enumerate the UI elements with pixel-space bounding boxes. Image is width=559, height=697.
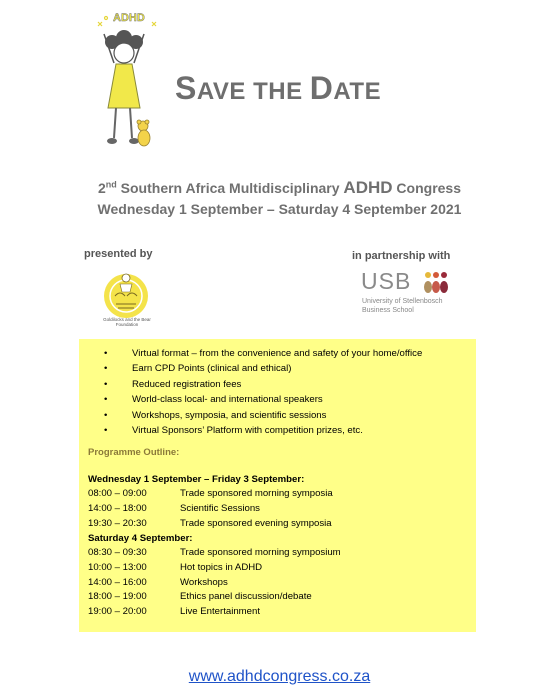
usb-mark: USB <box>361 268 412 294</box>
usb-line2: Business School <box>362 307 414 314</box>
girl-legs <box>114 108 132 138</box>
feature-text: Workshops, symposia, and scientific sessions <box>132 409 327 421</box>
teddy-bear-icon <box>137 120 150 146</box>
feature-text: Earn CPD Points (clinical and ethical) <box>132 363 292 375</box>
usb-line1: University of Stellenbosch <box>362 298 443 305</box>
yellow-dress <box>108 64 140 108</box>
foundation-name: Goldilocks and the Bear Foundation <box>103 317 151 327</box>
schedule-time: 19:00 – 20:00 <box>88 606 147 618</box>
schedule-event: Workshops <box>180 576 228 588</box>
schedule-event: Live Entertainment <box>180 606 260 618</box>
shoe <box>129 138 139 144</box>
congress-title <box>0 178 559 198</box>
feature-list <box>104 346 422 438</box>
schedule-heading: Wednesday 1 September – Friday 3 September: <box>88 474 305 485</box>
congress-ordinal: 2 <box>97 180 106 196</box>
programme-title: Programme Outline: <box>88 447 180 458</box>
congress-word: Congress <box>396 180 461 196</box>
schedule-heading: Saturday 4 September: <box>88 533 193 544</box>
congress-name: Southern Africa Multidisciplinary <box>120 180 340 196</box>
congress-dates: Wednesday 1 September – Saturday 4 September 2021 <box>97 201 462 217</box>
headline-letter: D <box>309 70 334 106</box>
usb-logo <box>361 270 456 294</box>
schedule-row <box>88 517 333 532</box>
bullet-icon: • <box>104 409 108 421</box>
shoe <box>107 138 117 144</box>
save-the-date-heading <box>175 70 381 107</box>
list-item <box>104 392 422 407</box>
presented-by-label: presented by <box>84 248 153 260</box>
adhd-girl-illustration <box>86 8 166 153</box>
schedule-event: Hot topics in ADHD <box>180 561 263 573</box>
schedule-time: 14:00 – 16:00 <box>88 576 147 588</box>
schedule-event: Ethics panel discussion/debate <box>180 591 312 603</box>
congress-ordinal-suffix: nd <box>105 179 117 190</box>
schedule-row <box>88 487 333 502</box>
usb-people-icon <box>421 270 461 294</box>
schedule-time: 18:00 – 19:00 <box>88 591 147 603</box>
list-item <box>104 423 422 438</box>
schedule-time: 08:30 – 09:30 <box>88 547 147 558</box>
bullet-icon: • <box>104 424 108 436</box>
bullet-icon: • <box>104 378 108 390</box>
schedule-row <box>88 546 341 561</box>
schedule-time: 08:00 – 09:00 <box>88 488 147 499</box>
logo-adhd-text: ADHD <box>113 12 145 24</box>
usb-subtitle <box>362 297 443 315</box>
schedule-time: 19:30 – 20:30 <box>88 517 147 529</box>
girl-face <box>114 43 134 63</box>
schedule-row <box>88 576 341 591</box>
headline-text: AVE THE <box>196 78 310 105</box>
partnership-label: in partnership with <box>352 250 451 262</box>
schedule-event: Trade sponsored morning symposia <box>180 488 333 499</box>
bullet-icon: • <box>104 394 108 406</box>
schedule-time: 14:00 – 18:00 <box>88 502 147 514</box>
schedule-row <box>88 605 341 620</box>
foundation-logo <box>100 266 152 324</box>
headline-text: ATE <box>333 78 382 105</box>
list-item <box>104 408 422 423</box>
schedule-block-saturday <box>88 531 341 620</box>
list-item <box>104 346 422 361</box>
schedule-row <box>88 502 333 517</box>
schedule-event: Trade sponsored evening symposia <box>180 517 332 529</box>
bullet-icon: • <box>104 348 108 359</box>
schedule-row <box>88 590 341 605</box>
bullet-icon: • <box>104 363 108 375</box>
headline-letter: S <box>175 70 197 106</box>
feature-text: Virtual format – from the convenience and safety of your home/office <box>132 348 423 359</box>
website-link[interactable]: www.adhdcongress.co.za <box>188 668 371 685</box>
list-item <box>104 361 422 376</box>
schedule-row <box>88 561 341 576</box>
congress-adhd: ADHD <box>343 178 393 197</box>
list-item <box>104 377 422 392</box>
schedule-event: Scientific Sessions <box>180 502 260 514</box>
feature-text: World-class local- and international speakers <box>132 394 323 406</box>
feature-text: Reduced registration fees <box>132 378 242 390</box>
schedule-time: 10:00 – 13:00 <box>88 561 147 573</box>
feature-text: Virtual Sponsors’ Platform with competition prizes, etc. <box>132 424 363 436</box>
schedule-block-weekdays <box>88 472 333 531</box>
schedule-event: Trade sponsored morning symposium <box>180 547 341 558</box>
